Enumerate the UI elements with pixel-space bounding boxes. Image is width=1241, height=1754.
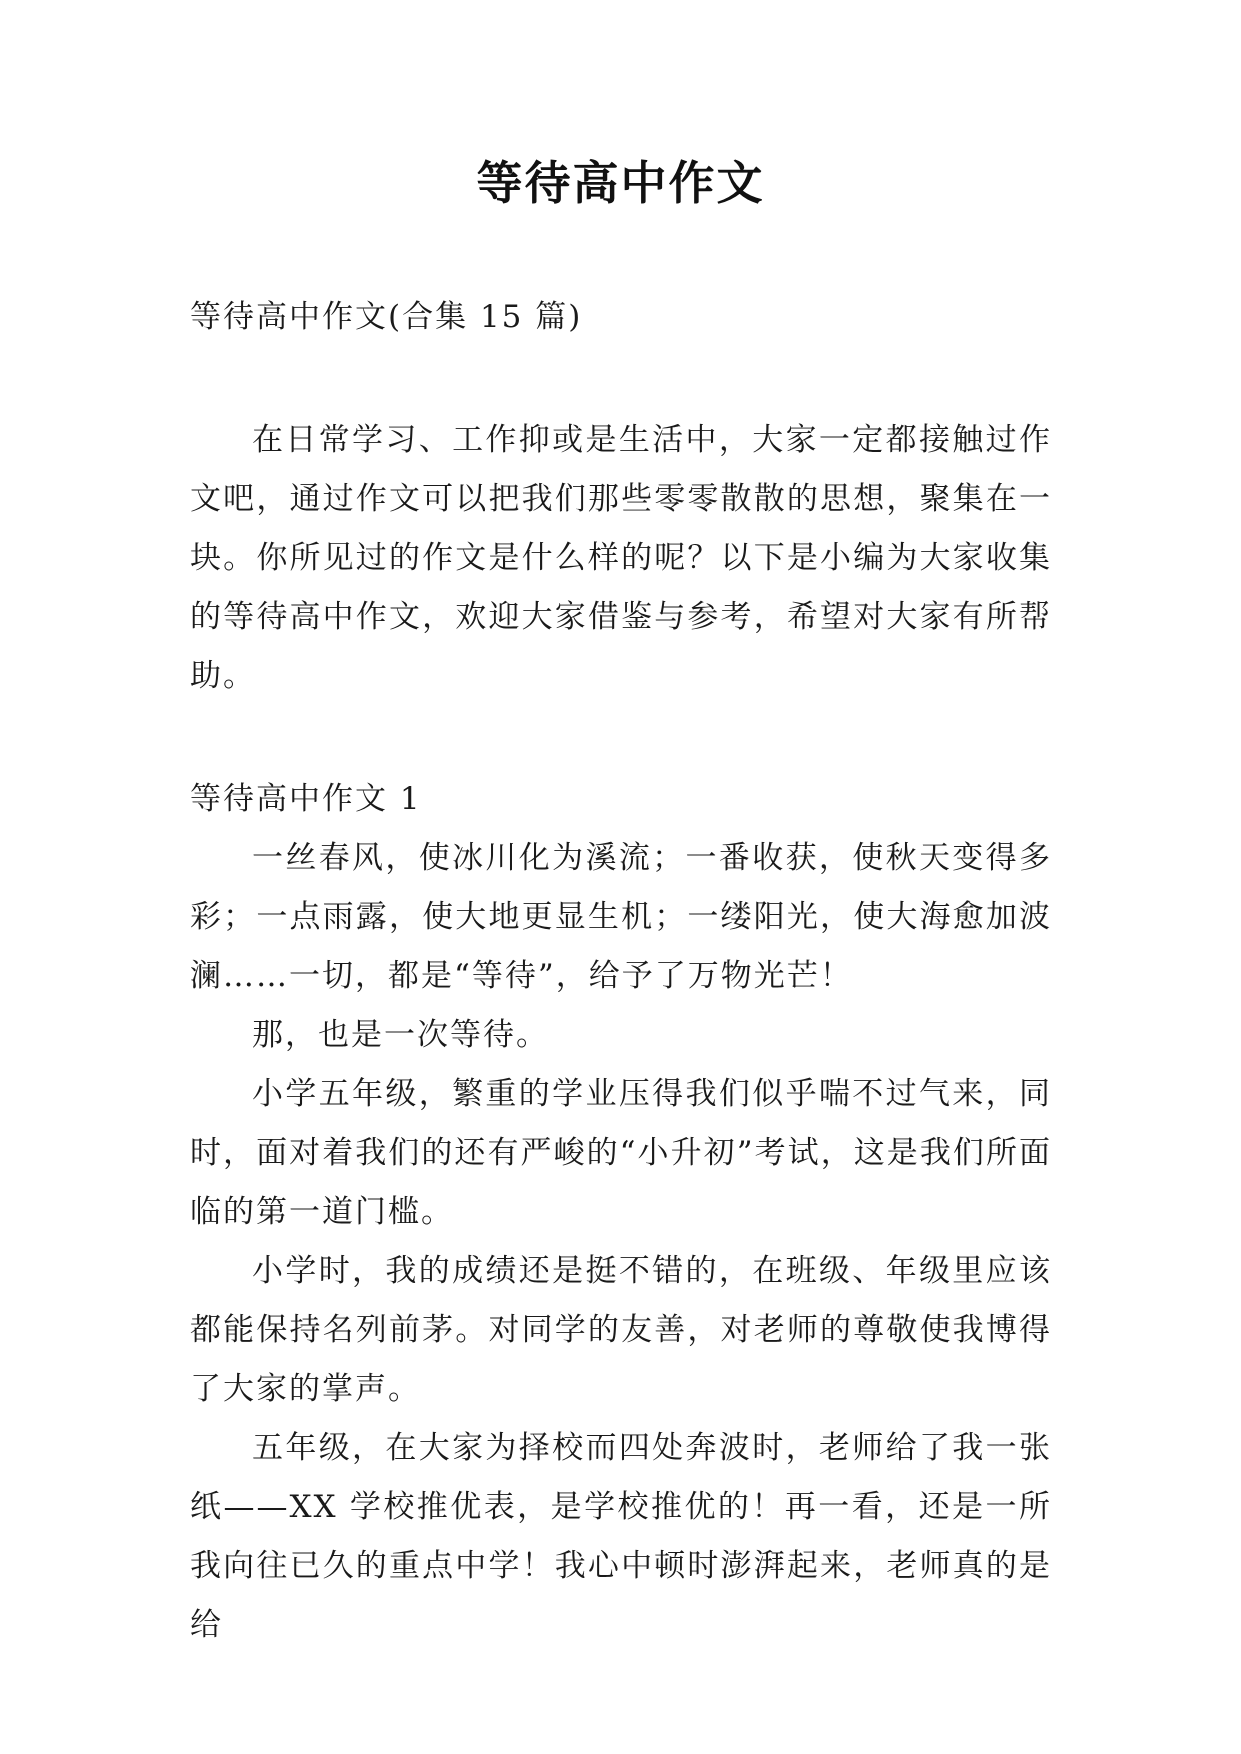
section-heading: 等待高中作文 1	[190, 781, 422, 817]
body-paragraph: 那，也是一次等待。	[252, 1017, 549, 1053]
body-paragraph: 五年级，在大家为择校而四处奔波时，老师给了我一张纸——XX 学校推优表，是学校推优的！再一看，还是一所我向往已久的重点中学！我心中顿时澎湃起来，老师真的是给	[190, 1430, 1052, 1643]
document-title: 等待高中作文	[476, 156, 765, 210]
body-paragraph: 一丝春风，使冰川化为溪流；一番收获，使秋天变得多彩；一点雨露，使大地更显生机；一缕阳光，使大海愈加波澜……一切，都是“等待”，给予了万物光芒！	[190, 840, 1052, 994]
body-paragraph: 小学五年级，繁重的学业压得我们似乎喘不过气来，同时，面对着我们的还有严峻的“小升初”考试，这是我们所面临的第一道门槛。	[190, 1076, 1052, 1230]
intro-paragraph: 在日常学习、工作抑或是生活中，大家一定都接触过作文吧，通过作文可以把我们那些零零散散的思想，聚集在一块。你所见过的作文是什么样的呢？以下是小编为大家收集的等待高中作文，欢迎大家借鉴与参考，希望对大家有所帮助。	[190, 422, 1052, 694]
document-body	[190, 288, 1052, 1655]
body-paragraph: 小学时，我的成绩还是挺不错的，在班级、年级里应该都能保持名列前茅。对同学的友善，对老师的尊敬使我博得了大家的掌声。	[190, 1253, 1052, 1407]
document-subtitle: 等待高中作文(合集 15 篇)	[190, 299, 583, 335]
